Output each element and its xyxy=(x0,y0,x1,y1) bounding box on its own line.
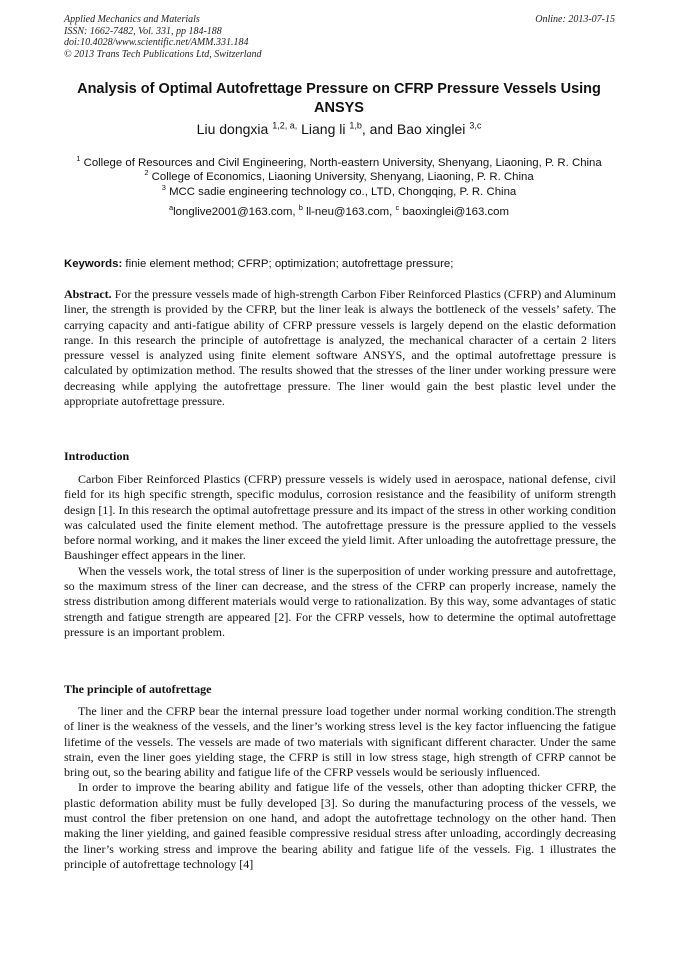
abstract-label: Abstract. xyxy=(64,287,112,301)
email-marker: c xyxy=(395,203,400,213)
author-separator: , and xyxy=(361,121,397,137)
author-list xyxy=(60,120,618,138)
email-marker: a xyxy=(168,203,174,213)
author-name: Bao xinglei xyxy=(396,121,466,137)
keywords xyxy=(64,257,616,271)
author-affiliation-marker: 3,c xyxy=(469,120,482,131)
section-heading-introduction: Introduction xyxy=(64,449,130,463)
online-date: Online: 2013-07-15 xyxy=(535,14,615,25)
email-line xyxy=(60,205,618,219)
journal-doi: doi:10.4028/www.scientific.net/AMM.331.184 xyxy=(64,37,249,49)
paragraph: In order to improve the bearing ability and fatigue life of the vessels, other than adopting thicker CFRP, the plastic deformation ability must be fully developed [3]. So during the manufacturing process of the vessels, we must control the fiber pretension on one hand, and adopt the autofrettage technology on the other hand. Then making the liner yielding, and gained feasible compressive residual stress after unloading, accordingly decreasing the liner’s working stress and improve the bearing ability and fatigue life of the vessels. Fig. 1 illustrates the principle of autofrettage technology [4] xyxy=(64,780,616,871)
keywords-text: finie element method; CFRP; optimization; autofrettage pressure; xyxy=(125,258,454,270)
author-name: Liang li xyxy=(301,121,346,137)
email-text: longlive2001@163.com, xyxy=(173,206,299,219)
affiliation-marker: 3 xyxy=(161,183,166,193)
abstract xyxy=(64,287,616,409)
author-affiliation-marker: 1,2, a, xyxy=(272,120,298,131)
section-principle xyxy=(64,704,616,872)
affiliation-marker: 2 xyxy=(144,168,149,178)
affiliation-text: College of Economics, Liaoning University, Shenyang, Liaoning, P. R. China xyxy=(151,171,534,184)
email-text: baoxinglei@163.com xyxy=(402,206,509,219)
affiliation-line xyxy=(60,170,618,184)
email-text: ll-neu@163.com, xyxy=(306,206,396,219)
journal-copyright: © 2013 Trans Tech Publications Ltd, Switzerland xyxy=(64,48,262,60)
author-affiliation-marker: 1,b xyxy=(349,120,362,131)
paragraph: Carbon Fiber Reinforced Plastics (CFRP) pressure vessels is widely used in aerospace, national defense, civil field for its high specific strength, specific modulus, corrosion resistance and the feasibility of uniform strength design [1]. In this research the optimal autofrettage pressure and its impact of the stress in other working condition was calculated used the finite element method. The autofrettage pressure is the pressure applied to the vessels before normal working, and it makes the liner exceed the yield limit. After unloading the autofrettage pressure, the Baushinger effect appears in the liner. xyxy=(64,472,616,563)
affiliation-text: College of Resources and Civil Engineering, North-eastern University, Shenyang, Liaoning, P. R. China xyxy=(83,157,602,169)
journal-info xyxy=(64,14,262,60)
paper-title: Analysis of Optimal Autofrettage Pressure on CFRP Pressure Vessels Using ANSYS xyxy=(77,81,601,116)
abstract-text: For the pressure vessels made of high-strength Carbon Fiber Reinforced Plastics (CFRP) and Aluminum liner, the strength is provided by the CFRP, but the liner leak is always the bottleneck of the vessels’ safety. The carrying capacity and anti-fatigue ability of CFRP pressure vessels is largely depend on the elastic deformation range. In this research the principle of autofrettage is analyzed, the mechanical character of a certain 2 liters pressure vessel is analyzed using finite element software ANSYS, and the optimal autofrettage pressure is calculated by optimization method. The results showed that the stresses of the liner under working pressure were decreasing while applying the autofrettage pressure. The liner would gain the best plastic level under the appropriate autofrettage pressure. xyxy=(64,287,616,409)
affiliation-line xyxy=(60,185,618,199)
email-marker: b xyxy=(298,203,303,213)
paragraph: When the vessels work, the total stress of liner is the superposition of under working pressure and autofrettage, so the maximum stress of the liner can decrease, and the stress of the CFRP can properly increase, namely the stress distribution among different materials would verge to rationalization. By this way, some advantages of static strength and fatigue strength are appeared [2]. For the CFRP vessels, how to determine the optimal autofrettage pressure is an important problem. xyxy=(64,563,616,639)
journal-issn: ISSN: 1662-7482, Vol. 331, pp 184-188 xyxy=(64,25,222,37)
journal-name: Applied Mechanics and Materials xyxy=(64,14,200,25)
section-heading-principle: The principle of autofrettage xyxy=(64,682,212,696)
affiliations xyxy=(60,156,618,220)
section-introduction xyxy=(64,472,616,640)
affiliation-marker: 1 xyxy=(76,154,81,164)
keywords-label: Keywords: xyxy=(64,258,123,270)
paragraph: The liner and the CFRP bear the internal pressure load together under normal working condition.The strength of liner is the weakness of the vessels, and the liner’s working stress level is the key factor influencing the fatigue lifetime of the vessels. The vessels are made of two materials with significant different character. Under the same strain, even the liner goes yielding stage, the CFRP is still in low stress stage, high strength of CFRP cannot be bring out, so the bearing ability and fatigue life of the CFRP vessels would be seriously influenced. xyxy=(64,704,616,780)
affiliation-text: MCC sadie engineering technology co., LTD, Chongqing, P. R. China xyxy=(169,185,517,198)
author-name: Liu dongxia xyxy=(196,121,269,137)
